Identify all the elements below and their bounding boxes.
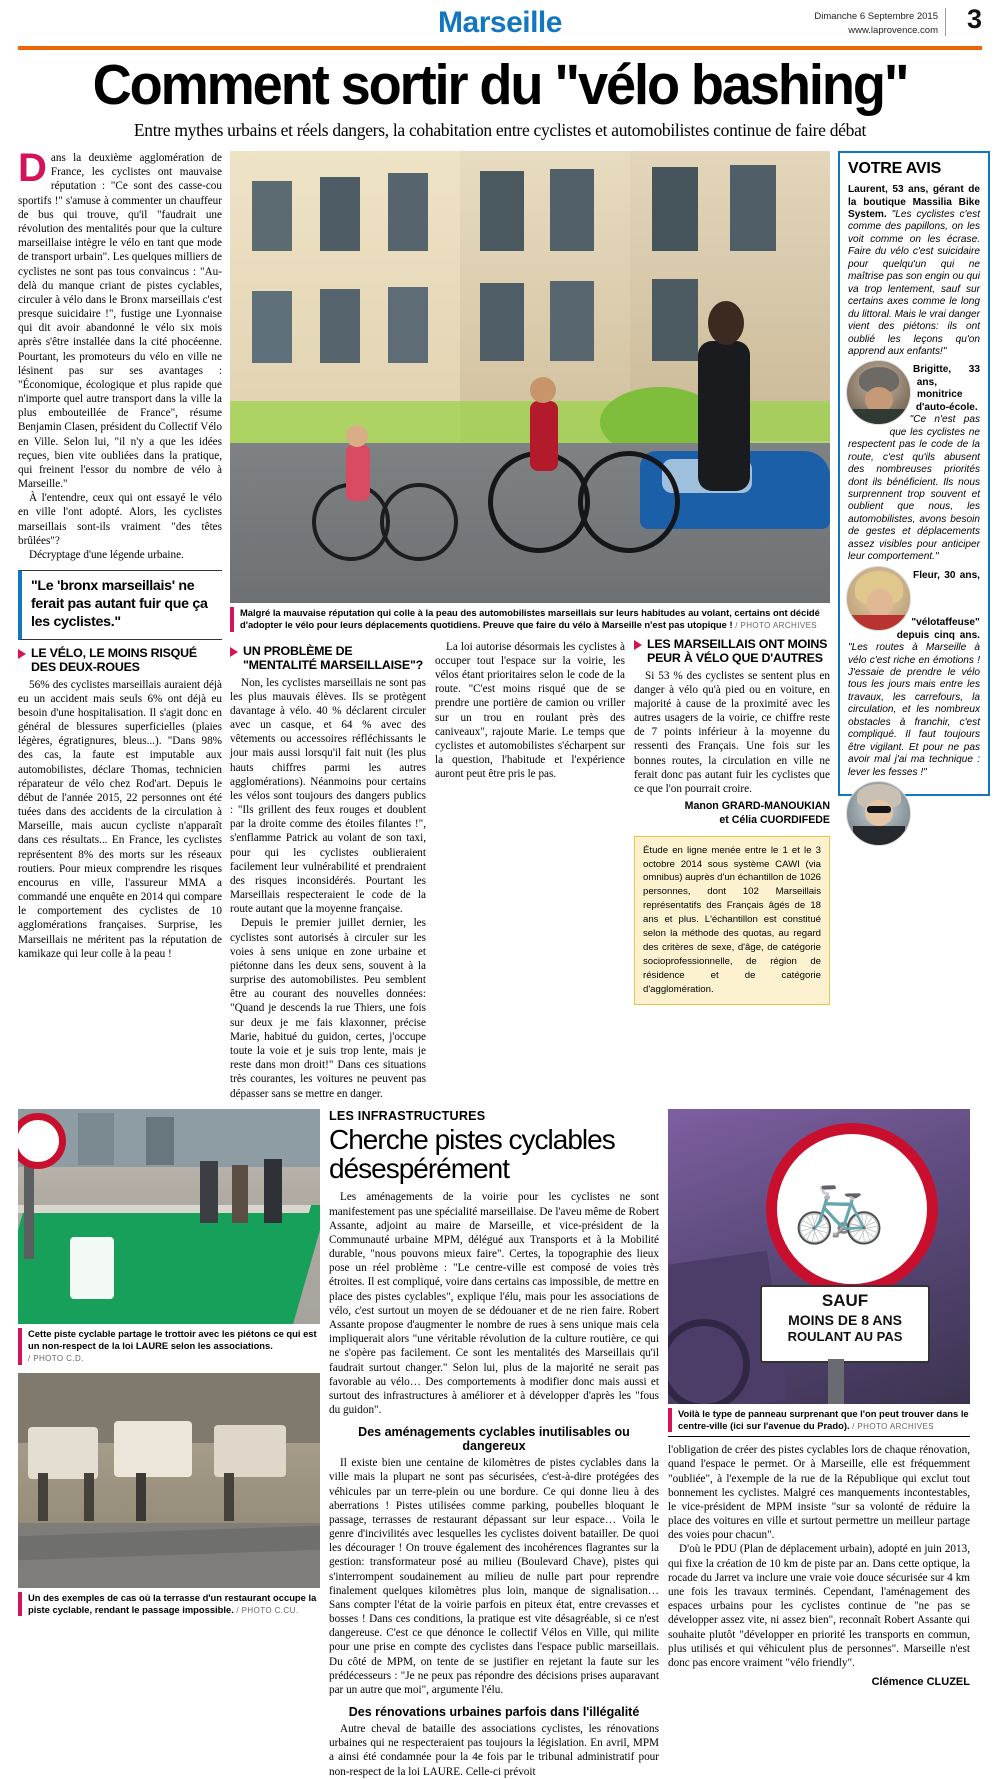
photo-cyclist-body (530, 401, 558, 471)
photo-window (652, 167, 698, 251)
infra-body-2 (329, 1456, 659, 1697)
photo-pedestrian (264, 1159, 282, 1223)
lead-photo-credit: / PHOTO ARCHIVES (735, 621, 818, 631)
page-subtitle: Entre mythes urbains et réels dangers, la cohabitation entre cyclistes et automobilistes continue de faire débat (133, 120, 867, 141)
photo-bike-wheel (578, 451, 680, 553)
photo-table (28, 1427, 98, 1479)
avatar-face (865, 800, 893, 826)
section1-body (18, 678, 222, 961)
byline-author-2: et Célia CUORDIFEDE (719, 813, 830, 826)
column-photo-sign (668, 1109, 970, 1688)
avis-quote: "Les cyclistes c'est comme des papillons, on les voit comme on les écrase. Faire du vélo c'est suicidaire pour quelqu'un qui ne maîtrise pas son engin ou qui va trop lentement, sauf sur certains axes comme le long du littoral. Mais le vrai danger vient des piétons: ils ont oublié les leçons qu'on apprend aux enfants!" (848, 209, 980, 358)
avatar-shirt (849, 615, 909, 631)
bicycle-icon: 🚲 (793, 1163, 886, 1246)
avis-author: Fleur, 30 ans, "vélotaffeuse" depuis cinq ans. (896, 569, 980, 641)
photo-window (252, 181, 292, 251)
photo-bike-lane-caption (18, 1328, 320, 1365)
photo-window (320, 289, 360, 363)
infra-paragraph-1: Les aménagements de la voirie pour les cyclistes ne sont manifestement pas une spécialité marseillaise. De l'aveu même de Robert Assante, adjoint au maire de Marseille, et vice-président de la Communauté urbaine MPM, délégué aux Transports et à la Mobilité durable, "nous pouvons mieux faire". Certes, la topographie des lieux pose un réel problème : "Le centre-ville est composé de voies très étroites. Il est compliqué, voire dans certains cas impossible, de mettre en place des pistes cyclables", explique l'élu, mais pour les associations de vélo, c'est surtout un moyen de se dédouaner et de ne rien faire. Robert Assante propose d'augmenter le nombre de rues à sens unique mais cela impliquerait alors "une véritable révolution de la culture routière, ce qui ne s'opère pas facilement. Ce sont les mentalités des Marseillais qu'il faudrait surtout changer." Selon lui, plus de la majorité ne serait pas favorable au vélo… Des comportements à modifier donc mais aussi et surtout des infrastructures à améliorer et à développer d'après les "fous du guidon". (329, 1191, 659, 1417)
photo-bike-lane-caption-text: Cette piste cyclable partage le trottoir avec les piétons ce qui est un non-respect de la loi LAURE selon les associations. (28, 1327, 317, 1351)
caption-accent-bar (668, 1408, 672, 1433)
caption-accent-bar (230, 607, 234, 632)
byline (634, 800, 830, 828)
section-heading-mentalite (230, 645, 426, 673)
lead-paragraph-2: À l'entendre, ceux qui ont essayé le vélo en ville l'ont adopté. Alors, les cyclistes marseillais sont-ils vraiment "des têtes brûlées"? (18, 492, 222, 547)
masthead-meta (814, 10, 938, 38)
photo-terrace-credit: / PHOTO C.CU. (236, 1605, 299, 1615)
section-heading-label: LE VÉLO, LE MOINS RISQUÉ DES DEUX-ROUES (31, 645, 197, 674)
column-loi (435, 638, 625, 1101)
section-heading-label: LES MARSEILLAIS ONT MOINS PEUR À VÉLO QUE D'AUTRES (647, 636, 828, 665)
photo-road-sign-caption (668, 1408, 970, 1433)
photo-window (652, 279, 698, 361)
photo-terrace-caption-text: Un des exemples de cas où la terrasse d'un restaurant occupe la piste cyclable, rendant le passage impossible. (28, 1591, 317, 1615)
column-votre-avis (838, 151, 990, 848)
triangle-bullet-icon (230, 647, 238, 657)
avis-entry (848, 184, 980, 358)
lead-photo-caption (230, 607, 830, 632)
infra-body-1 (329, 1190, 659, 1417)
photo-cyclist-head (708, 301, 744, 345)
photo-window (550, 281, 594, 361)
sign-no-bicycles (766, 1123, 938, 1295)
photo-road-sign-caption-text: Voilà le type de panneau surprenant que l'on peut trouver dans le centre-ville (ici sur l'avenue du Prado). (678, 1407, 969, 1431)
page-number: 3 (966, 4, 982, 34)
infra-paragraph-4: l'obligation de créer des pistes cyclables lors de chaque rénovation, quand l'espace le permet. Or à Marseille, elle est fréquemment "oubliée", à l'exemple de la rue de la République qui exclut tout bonnement les cyclistes. Malgré ces manquements incontestables, le vice-président de MPM insiste "sur sa volonté de réduire la place des voitures en ville et surtout permettre un meilleur partage des voies pour chacun". (668, 1444, 970, 1542)
photo-cyclist-head (346, 425, 368, 447)
caption-accent-bar (18, 1328, 22, 1365)
photo-chair-leg (38, 1473, 48, 1521)
photo-cyclist-body (346, 445, 370, 501)
infra-body-3 (329, 1722, 659, 1779)
photo-bike-lane-credit: / PHOTO C.D. (28, 1354, 84, 1364)
photo-building (78, 1113, 114, 1165)
photo-cyclist-head (530, 377, 556, 403)
sign-exception-plate (760, 1285, 930, 1363)
infra-subheading-1: Des aménagements cyclables inutilisables ou dangereux (358, 1425, 630, 1454)
infra-paragraph-2: Il existe bien une centaine de kilomètres de pistes cyclables dans la ville mais la plupart ne sont pas sécurisées, c'est-à-dire protégées des véhicules par un terre-plein ou une bordure. Ce qui donne lieu à des aberrations ! Pistes utilisées comme parking, poubelles bloquant le passage, terrasses de restaurant dépassant sur leur espace… Voila le genre d'incivilités avec lesquelles les cyclistes doivent batailler. De quoi les décourager ! On trouve également des incohérences flagrantes sur la gestion: transformateur posé au milieu (Boulevard Chave), pistes qui s'interrompent soudainement au milieu de nulle part pour reprendre finalement quelques kilomètres plus loin, manque de signalisation… Sans compter l'état de la voirie parfois en piteux état, entre crevasses et bosses ! Dans ces conditions, la pratique est vite désagréable, si ce n'est dangereuse. C'est ce que dénonce le collectif Vélos en Ville, qui milite pour une prise en compte des cyclistes dans l'espace public marseillais. Du côté de MPM, on tente de se justifier en rejetant la faute sur les prédécesseurs : "Je ne peux pas répondre des décisions prises auparavant par un autre que moi", argumente l'élu. (329, 1457, 659, 1696)
top-section (18, 146, 982, 1101)
pull-quote: "Le 'bronx marseillais' ne ferait pas autant fuir que ça les cyclistes." (18, 570, 222, 640)
sign-line-2: MOINS DE 8 ANS (788, 1311, 902, 1328)
lead-photo (230, 151, 830, 603)
sign-line-3: ROULANT AU PAS (787, 1329, 903, 1345)
votre-avis-title: VOTRE AVIS (848, 160, 942, 178)
column-lead (18, 146, 222, 961)
drop-cap: D (18, 146, 47, 191)
section-heading-peur (634, 638, 830, 666)
sign-line-1: SAUF (821, 1290, 869, 1310)
infra-title: Cherche pistes cyclables désespérément (329, 1123, 615, 1185)
column-infra-text (329, 1109, 659, 1779)
section-heading-velo-moins-risque (18, 647, 222, 675)
infra-paragraph-3: Autre cheval de bataille des associations cyclistes, les rénovations urbaines qui ne respecteraient pas toujours la législation. En avril, MPM a ainsi été condamnée pour la 4e fois par le tribunal administratif pour non-respect de la loi LAURE. Celle-ci prévoit (329, 1723, 659, 1778)
section3-paragraph: Si 53 % des cyclistes se sentent plus en danger à vélo qu'à pied ou en voiture, en majorité à cause de la proximité avec les autres usagers de la voirie, ce chiffre reste de 7 points inférieur à la moyenne du ressenti des Français. Une fois sur les bonnes routes, la circulation en ville ne ferait donc pas autant fuir les cyclistes que ce que l'on pourrait croire. (634, 669, 830, 795)
column-peur (634, 638, 830, 1101)
infra-paragraph-5: D'où le PDU (Plan de déplacement urbain), adopté en juin 2013, qui fixe la création de 10 km de piste par an. Dans cette optique, la rocade du Jarret va inclure une vraie voie douce sécurisée sur 4 km une fois les travaux terminés. Cependant, l'aménagement des espaces urbains pour les cyclistes continue de "ne pas se développer assez vite, ni assez bien", reconnaît Robert Assante qui souhaite plutôt "développer en priorité les transports en commun, plus utilisés et qui véhiculent plus de personnes". Marseille n'est donc pas encore vraiment "vélo friendly". (668, 1543, 970, 1669)
section2-body-part2 (435, 638, 625, 782)
photo-building (146, 1117, 174, 1165)
photo-bike-wheel (380, 483, 458, 561)
photo-chair-leg (224, 1473, 234, 1521)
photo-chair-leg (84, 1473, 94, 1521)
avis-author: Laurent, 53 ans, gérant de la boutique Massilia Bike System. (848, 184, 980, 221)
lead-photo-caption-text: Malgré la mauvaise réputation qui colle à la peau des automobilistes marseillais sur leurs habitudes au volant, certains ont décidé d'adopter le vélo pour leurs déplacements quotidiens. Preuve que faire du vélo à Marseille n'est pas utopique ! (240, 607, 820, 631)
photo-road-sign (668, 1109, 970, 1404)
orange-rule (18, 46, 982, 50)
photo-window (730, 165, 776, 251)
section-heading-label: UN PROBLÈME DE "MENTALITÉ MARSEILLAISE"? (243, 643, 423, 672)
avis-author: Brigitte, 33 ans, monitrice d'auto-école. (913, 364, 980, 413)
caption-accent-bar (18, 1592, 22, 1617)
section2-paragraph-3: La loi autorise désormais les cyclistes à occuper tout l'espace sur la voirie, les vélos étant prioritaires selon le code de la route. "C'est moins risqué que de se prendre une portière de camion ou vriller sur un trou en roulant près des caniveaux", rajoute Marie. Le temps que cyclistes et automobilistes s'écharpent sur la question, l'habitude et l'expérience auront peut être pris le pas. (435, 640, 625, 781)
photo-cyclist-body (698, 341, 750, 491)
section2-body-part1 (230, 676, 426, 1101)
photo-table (214, 1425, 286, 1477)
avis-quote: "Les routes à Marseille à vélo c'est riche en émotions ! J'essaie de prendre le vélo tous les jours mais entre les travaux, les carrefours, la circulation, et les nombreux obstacles à franchir, c'est compliqué. Il faut toujours être vigilant. Et pour ne pas avoir mal j'ai ma technique : lever les fesses !" (848, 642, 980, 778)
avatar-shirt (853, 409, 905, 425)
article-signature: Clémence CLUZEL (871, 1676, 970, 1689)
section3-body (634, 669, 830, 797)
photo-bike-pictogram (70, 1237, 114, 1299)
avatar-shirt (853, 826, 905, 846)
photo-window (388, 287, 428, 363)
photo-window (480, 171, 524, 251)
column-photos-left (18, 1109, 320, 1616)
photo-pedestrian (232, 1165, 248, 1223)
photo-window (252, 291, 292, 363)
photo-table (114, 1421, 192, 1477)
lead-article (18, 146, 222, 562)
photo-window (388, 173, 428, 251)
column-center-top (230, 151, 830, 1101)
avatar-face (867, 589, 893, 617)
photo-bike-lane (18, 1109, 320, 1324)
issue-date: Dimanche 6 Septembre 2015 (814, 11, 938, 22)
photo-window (480, 283, 524, 361)
lead-paragraph-3: Décryptage d'une légende urbaine. (29, 548, 184, 561)
sub-columns (230, 638, 830, 1101)
masthead-divider (945, 8, 946, 36)
photo-terrace-caption (18, 1592, 320, 1617)
avatar-sunglasses (867, 806, 891, 813)
infra-subheading-2: Des rénovations urbaines parfois dans l'illégalité (348, 1705, 640, 1720)
section2-paragraph-1: Non, les cyclistes marseillais ne sont pas les plus mauvais élèves. Ils se protègent davantage à vélo. 40 % déclarent circuler avec un casque, et 64 % avec des vêtements ou accessoires réfléchissants le jour mais aussi lorsqu'il fait nuit (les plus hauts chiffres parmi les autres agglomérations). Néanmoins pour certains les vélos sont toujours des dangers publics : "Ils grillent des feux rouges et doublent par la droite comme des étoiles filantes !", s'enflamme Patrick au volant de son taxi, pour qui les cyclistes oublieraient facilement leur vulnérabilité et prendraient des risques inconsidérés. Pourtant les Marseillais respecteraient le code de la route autant que la moyenne française. (230, 676, 426, 916)
avatar-laurent (846, 360, 911, 425)
infrastructures-section (18, 1109, 982, 1779)
lead-paragraph-1-text: ans la deuxième agglomération de France, les cyclistes ont mauvaise réputation : "Ce sont des casse-cou sportifs !" s'amuse à commenter un chauffeur de bus qui trouve, qu'il "faudrait une révolution des mentalités pour que la culture marseillaise intègre le vélo en tant que mode de transport urbain". Les quelques milliers de cyclistes ne sont pas tous convaincus : "Au-delà du manque criant de pistes cyclables, circuler à vélo dans le Bronx marseillais c'est presque suicidaire !", fustige une Lyonnaise qui dit avoir abandonné le vélo six mois après s'être installée dans la cité phocéenne. Pourtant, les promoteurs du vélo en ville ne lésinent pas sur ses avantages : "Économique, écologique et plus rapide que n'importe quel autre transport dans la ville la plus embouteillée de France", résume Benjamin Clasen, président du Collectif Vélo en Ville. Selon lui, "il n'y a que les idées reçues, bien vite oubliées dans la pratique, qui freinent l'essor du nombre de vélo à Marseille." (18, 152, 222, 491)
methodology-box: Étude en ligne menée entre le 1 et le 3 octobre 2014 sous système CAWI (via omnibus) auprès d'un échantillon de 1026 personnes, dont 102 Marseillais représentatifs des Français âgés de 18 ans et plus. L'échantillon est constitué selon la méthode des quotas, au regard des critères de sexe, d'âge, de catégorie socioprofessionnelle, de région de résidence et de catégorie d'agglomération. (634, 836, 830, 1005)
infra-kicker: LES INFRASTRUCTURES (329, 1108, 486, 1123)
website-url: www.laprovence.com (848, 24, 938, 36)
photo-terrace (18, 1373, 320, 1588)
bottom-section (18, 1109, 982, 1779)
triangle-bullet-icon (18, 649, 26, 659)
photo-window (550, 169, 594, 251)
sign-post (828, 1359, 844, 1404)
lead-paragraph-1 (18, 146, 222, 491)
column-mentalite (230, 638, 426, 1101)
section-title: Marseille (438, 6, 562, 39)
column-divider (668, 1436, 970, 1437)
photo-pedestrian (200, 1161, 218, 1223)
page-title: Comment sortir du "vélo bashing" (92, 53, 908, 117)
photo-window (320, 177, 360, 251)
avatar-brigitte (846, 566, 911, 631)
section1-paragraph: 56% des cyclistes marseillais auraient déjà eu un accident mais seuls 6% ont déjà eu besoin d'une hospitalisation. Il s'agit donc en général de blessures superficielles (plaies légères, égratignures, bleus...). "Dans 98% des cas, la faute est imputable aux automobilistes, déclare Thomas, technicien réparateur de vélo chez Rod'art. Depuis le début de l'année 2015, 22 personnes ont été tuées dans des accidents de la circulation à Marseille, mais aucun cycliste n'apparaît dans ces résultats... En France, les cyclistes représentent 8% des morts sur les réseaux routiers. Pour mieux comprendre les risques encourus en ville, l'assureur MMA a commandé une enquête en 2014 qui compare le comportement des cyclistes de 10 agglomérations françaises. Surprise, les Marseillais ne méritent pas la réputation de kamikaze qui leur colle à la peau ! (18, 678, 222, 960)
photo-chair-leg (136, 1473, 146, 1521)
byline-author-1: Manon GRARD-MANOUKIAN (684, 800, 830, 813)
avis-quote: "Ce n'est pas que les cyclistes ne respectent pas le code de la route, c'est qu'ils abusent des nombreuses priorités dont ils bénéficient. Ils nous surprennent trop souvent et oublient que nous, les automobilistes, avons besoin de gestes et déplacements assez visibles pour anticiper leur comportement." (848, 414, 980, 563)
votre-avis-box (838, 151, 990, 796)
infra-body-4 (668, 1443, 970, 1670)
masthead (18, 0, 982, 46)
photo-road-sign-credit: / PHOTO ARCHIVES (852, 1421, 934, 1431)
triangle-bullet-icon (634, 640, 642, 650)
avatar-fleur (846, 781, 911, 846)
section2-paragraph-2-start: Depuis le premier juillet dernier, les cyclistes sont autorisés à circuler sur les voies à sens unique en zone urbaine et piétonne dans les deux sens, souvent à la surprise des automobilistes. Peu semblent être au courant des nouvelles données: "Quand je descends la rue Thiers, une fois sur deux je me fais klaxonner, précise Marie, habitué du guidon, certes, j'occupe toute la voie et je suis trop lente, mais je reste dans mon droit!" Dans ces situations très courantes, les voitures ne peuvent pas dépasser sans se mettre en danger. (230, 917, 426, 1100)
